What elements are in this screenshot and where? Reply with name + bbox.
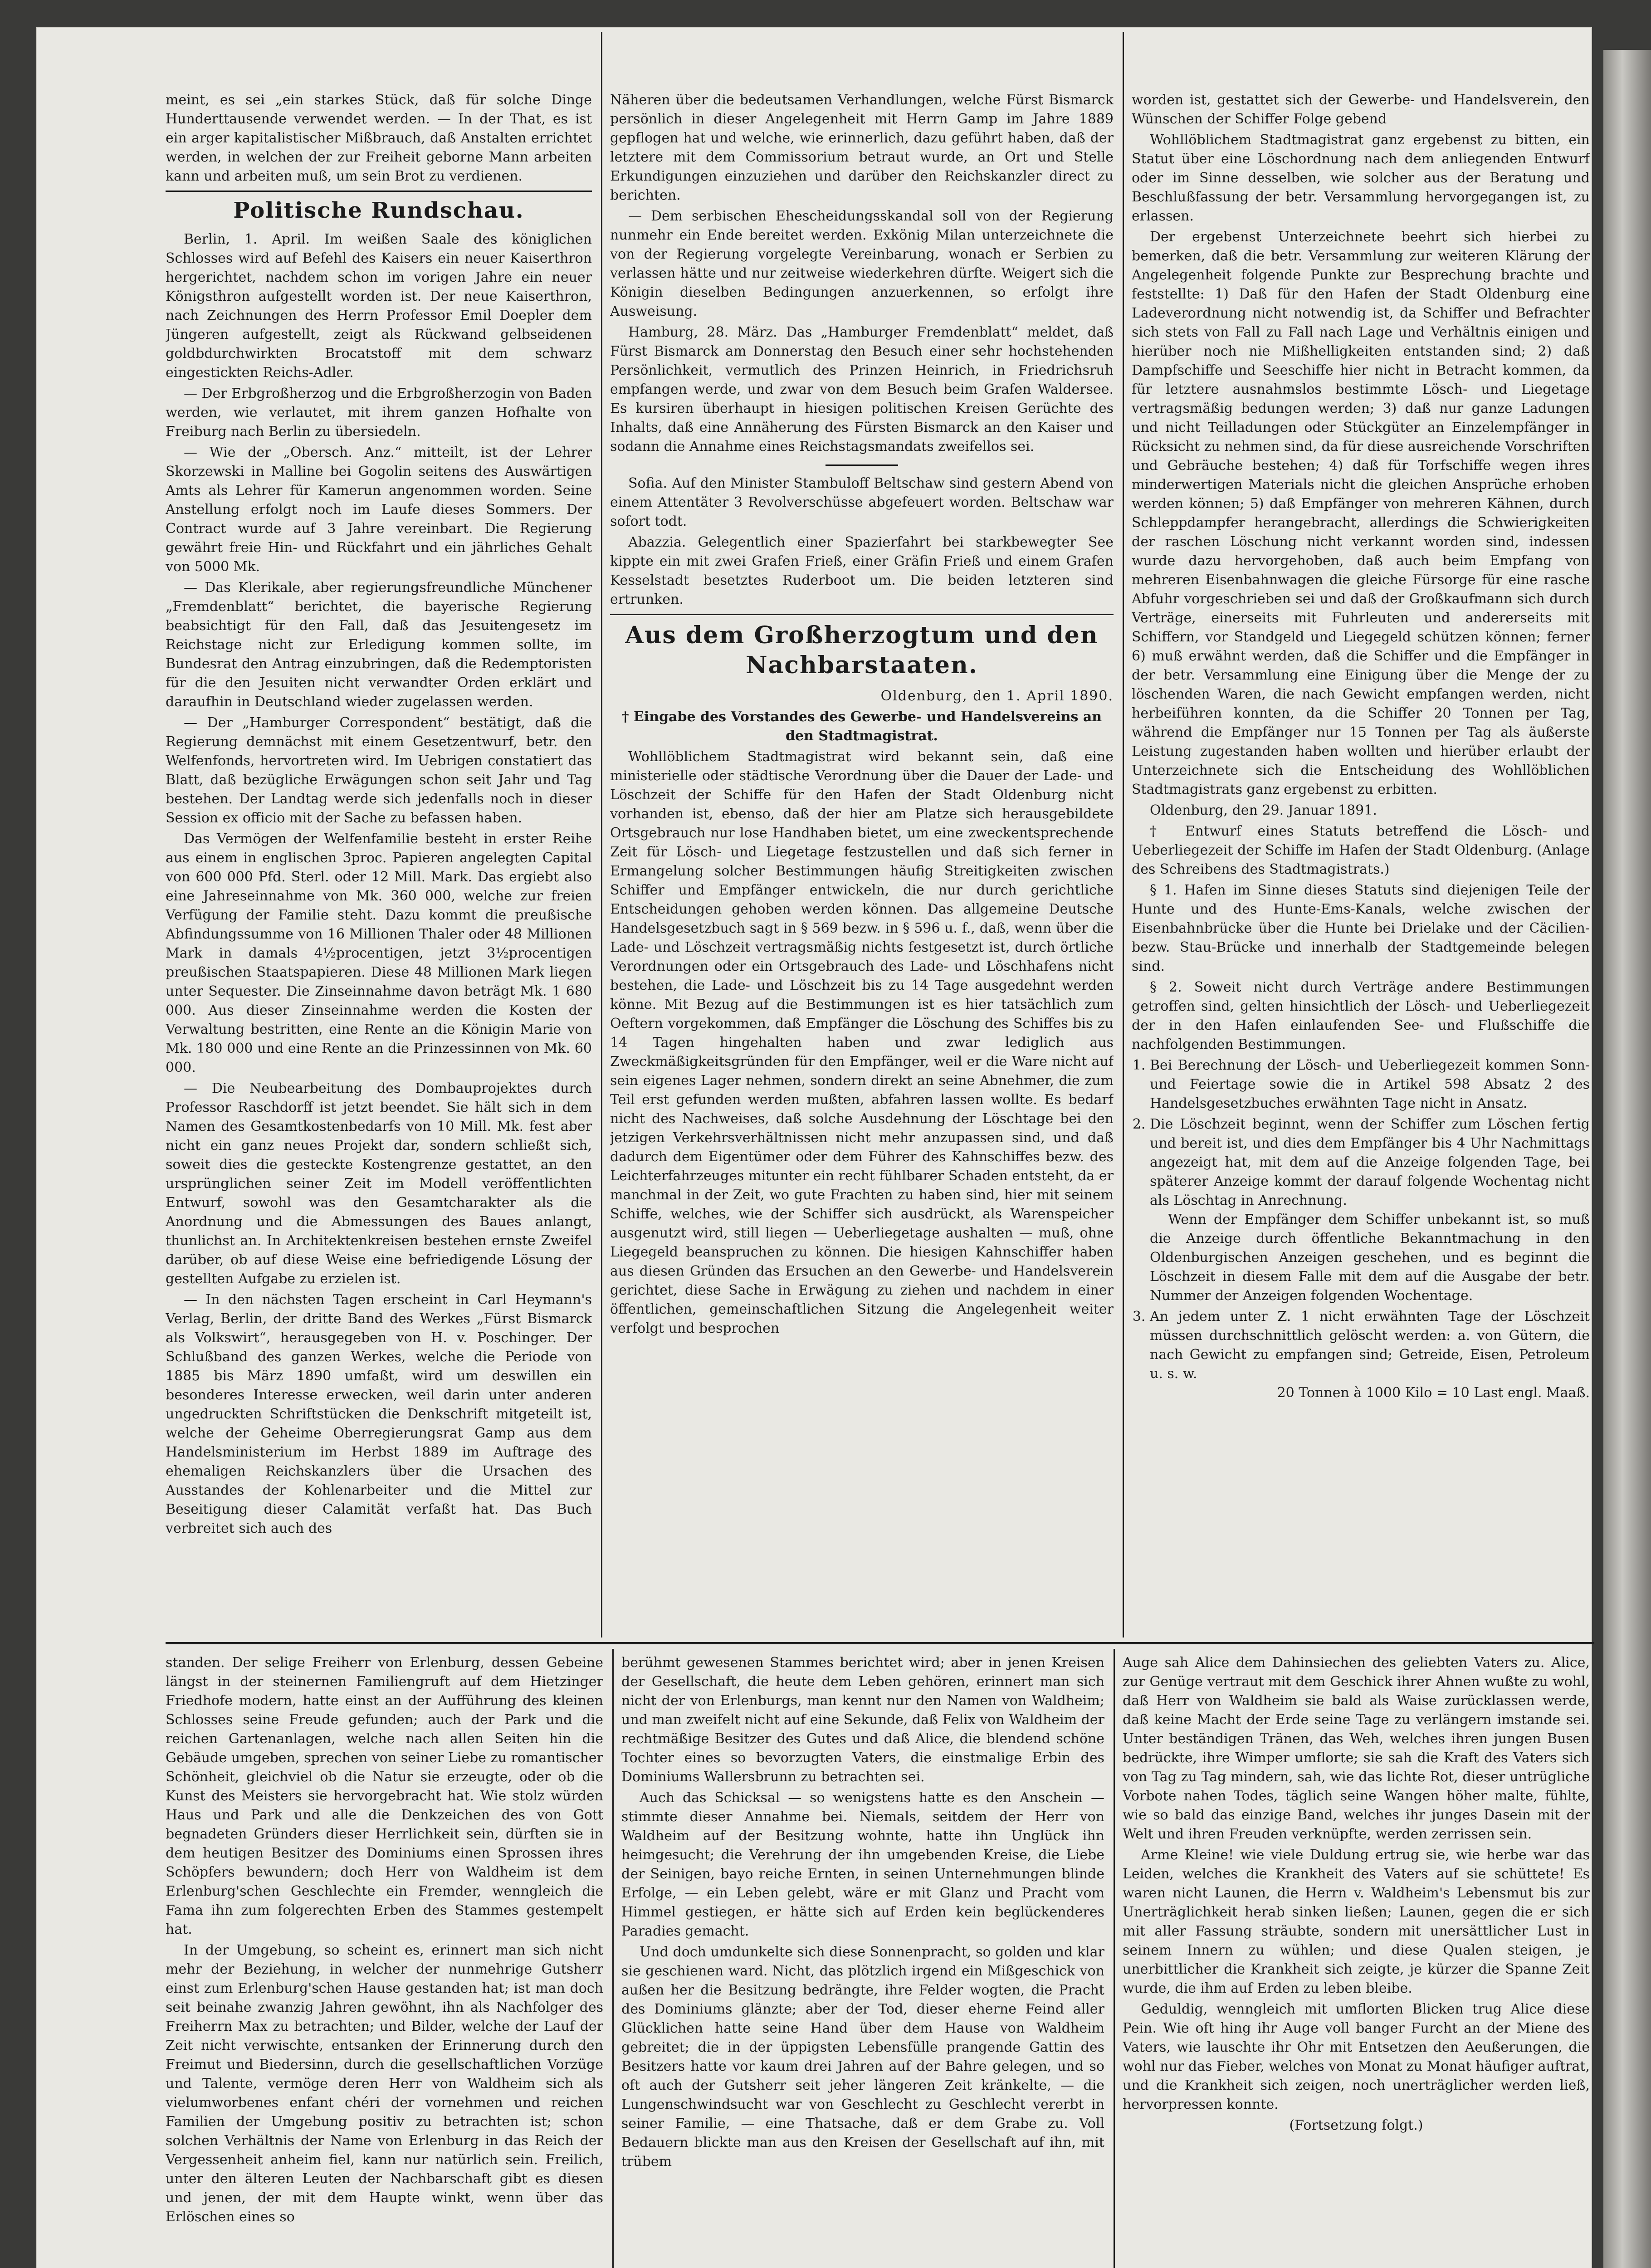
col3-statut-title: † Entwurf eines Statuts betreffend die Lösch- und Ueberliegezeit der Schiffe im Hafen der Stadt Oldenburg. (Anlage des Schreibens des Stadtmagistrats.) [1132,823,1590,877]
column-rule-2 [1123,32,1124,1637]
article-obersch-anz: — Wie der „Obersch. Anz.“ mitteilt, ist der Lehrer Skorzewski in Malline bei Gogolin seitens des Auswärtigen Amts als Lehrer für Kamerun angenommen worden. Seine Anstellung erfolgt noch im Laufe dieses Sommers. Der Contract wurde auf 3 Jahre vereinbart. Die Regierung gewährt freie Hin- und Rückfahrt und ein jährliches Gehalt von 5000 Mk. [166,445,592,575]
column-rule-3 [612,1649,614,2268]
col3-date: Oldenburg, den 29. Januar 1891. [1150,802,1377,818]
column-2 [610,91,1114,1642]
feuilleton-text: Auch das Schicksal — so wenigstens hatte es den Anschein — stimmte dieser Annahme bei. Niemals, seitdem der Herr von Waldheim auf der Besitzung wohnte, hatte ihn Unglück ihn heimgesucht; die Verehrung der ihn umgebenden Kreise, die Liebe der Seinigen, bayo reiche Ernten, in seinen Unternehmungen blinde Erfolge, — ein Leben gelebt, wäre er mit Glanz und Pracht vom Himmel gestiegen, er hätte sich auf Erden kein beglückenderes Paradies gemacht. [621,1790,1104,1939]
feuilleton-rule [166,1642,1594,1644]
feuilleton-column-2 [621,1653,1104,2268]
article-eingabe-title: † Eingabe des Vorstandes des Gewerbe- und Handelsvereins an den Stadtmagistrat. [621,709,1102,744]
col3-request: Wohllöblichem Stadtmagistrat ganz ergebenst zu bitten, ein Statut über eine Löschordnung nach dem anliegenden Entwurf oder im Sinne desselben, wie solcher aus der Beratung und Beschlußfassung der betr. Versammlung hervorgegangen ist, zu erlassen. [1132,132,1590,224]
section-heading-grossherzogtum: Aus dem Großherzogtum und den Nachbarstaaten. [625,621,1099,679]
divider [166,191,592,192]
feuilleton-text: Geduldig, wenngleich mit umflorten Blicken trug Alice diese Pein. Wie oft hing ihr Auge voll banger Furcht an der Miene des Vaters, wie lauschte ihr Ohr mit Entsetzen den Aeußerungen, die wohl nur das Fieber, welches von Monat zu Monat häufiger auftrat, und die Krankheit sich zeigen, noch unerträglicher werden ließ, hervorpressen konnte. [1123,2001,1590,2112]
article-sofia: Sofia. Auf den Minister Stambuloff Beltschaw sind gestern Abend von einem Attentäter 3 Revolverschüsse abgefeuert worden. Beltschaw war sofort todt. [610,475,1114,529]
continuation-note: (Fortsetzung folgt.) [1289,2117,1423,2133]
column-1 [166,91,592,1642]
col3-continuation: worden ist, gestattet sich der Gewerbe- und Handelsverein, den Wünschen der Schiffer Folge gebend [1132,92,1590,127]
adjacent-page-edge [1603,50,1651,2268]
article-bismarck-volkswirt: — In den nächsten Tagen erscheint in Carl Heymann's Verlag, Berlin, der dritte Band des Werkes „Fürst Bismarck als Volkswirt“, herausgegeben von H. v. Poschinger. Der Schlußband des ganzen Werkes, welche die Periode von 1885 bis März 1890 umfaßt, wird um deswillen ein besonderes Interesse erwecken, weil darin unter anderen ungedruckten Schriftstücken die Denkschrift mitgeteilt ist, welche der Geheime Oberregierungsrat Gamp aus dem Handelsministerium im Herbst 1889 im Auftrage des ehemaligen Reichskanzlers über die Ursachen des Ausstandes der Kohlenarbeiter und die Mittel zur Beseitigung dieser Calamität verfaßt hat. Das Buch verbreitet sich auch des [166,1292,592,1536]
article-berlin: Berlin, 1. April. Im weißen Saale des königlichen Schlosses wird auf Befehl des Kaisers ein neuer Kaiserthron hergerichtet, nachdem schon im vorigen Jahre ein neuer Königsthron aufgestellt worden ist. Der neue Kaiserthron, nach Zeichnungen des Herrn Professor Emil Doepler dem Jüngeren aufgestellt, zeigt als Rückwand gelbseidenen goldbdurchwirkten Brocatstoff mit dem schwarz eingestickten Reichs-Adler. [166,231,592,381]
newspaper-page [36,27,1592,2268]
column-rule-1 [601,32,602,1637]
col3-paragraph-1: § 1. Hafen im Sinne dieses Statuts sind diejenigen Teile der Hunte und des Hunte-Ems-Kanals, welche zwischen der Eisenbahnbrücke über die Hunte bei Drielake und der Cäcilien- bezw. Stau-Brücke und innerhalb der Stadtgemeinde belegen sind. [1132,882,1590,974]
feuilleton-text: Auge sah Alice dem Dahinsiechen des geliebten Vaters zu. Alice, zur Genüge vertraut mit dem Geschick ihrer Ahnen wußte zu wohl, daß Herr von Waldheim sie bald als Waise zurücklassen werde, daß keine Macht der Erde seine Tage zu verlängern imstande sei. Unter beständigen Tränen, das Weh, welches ihren jungen Busen bedrückte, ihre Wimper umflorte; sie sah die Kraft des Vaters sich von Tag zu Tag mindern, sah, wie das lichte Rot, dieser untrügliche Vorbote nahen Todes, täglich seine Wangen höher malte, fühlte, wie so bald das einzige Band, welches ihr junges Dasein mit der Welt und ihren Freuden verknüpfte, werden zerrissen sein. [1123,1655,1590,1842]
divider [610,614,1114,615]
feuilleton-text: In der Umgebung, so scheint es, erinnert man sich nicht mehr der Beziehung, in welcher der nunmehrige Gutsherr einst zum Erlenburg'schen Hause gestanden hat; ist man doch seit beinahe zwanzig Jahren gewöhnt, ihn als Nachfolger des Freiherrn Max zu betrachten; und Bilder, welche der Lauf der Zeit nicht verwischte, entsanken der Erinnerung durch den Freimut und Biedersinn, durch die gesellschaftlichen Vorzüge und Talente, vermöge deren Herr von Waldheim sich als vielumworbenes enfant chéri der vornehmen und reichen Familien der Umgebung positiv zu betrachten ist; schon solchen Verhältnis der Name von Erlenburg in das Reich der Vergessenheit anheim fiel, kann nur natürlich sein. Freilich, unter den älteren Leuten der Nachbarschaft gibt es diesen und jenen, der mit dem Haupte winkt, wenn über das Erlöschen eines so [166,1942,603,2225]
list-item-text: Die Löschzeit beginnt, wenn der Schiffer zum Löschen fertig und bereit ist, und dies dem Empfänger bis 4 Uhr Nachmittags angezeigt hat, mit dem auf die Anzeige folgenden Tage, bei späterer Anzeige kommt der darauf folgende Wochentag nicht als Löschtag in Anrechnung. [1150,1116,1590,1208]
article-dombauprojekt: — Die Neubearbeitung des Dombauprojektes durch Professor Raschdorff ist jetzt beendet. Sie hält sich in dem Namen des Gesamtkostenbedarfs von 10 Mill. Mk. fest aber nicht ein ganz neues Projekt dar, sondern schließt sich, soweit dies die gesteckte Kostengrenze gestattet, an den ursprünglichen seiner Zeit im Modell veröffentlichten Entwurf, sowohl was den Gesamtcharakter als die Anordnung und die Abmessungen des Baues anlangt, thunlichst an. In Architektenkreisen bestehen ernste Zweifel darüber, ob auf diese Weise eine befriedigende Lösung der gestellten Aufgabe zu erzielen ist. [166,1080,592,1287]
list-item-note: Wenn der Empfänger dem Schiffer unbekannt ist, so muß die Anzeige durch öffentliche Bekanntmachung in den Oldenburgischen Anzeigen geschehen, und es beginnt die Löschzeit in diesem Falle mit dem auf die Ausgabe der betr. Nummer der Anzeigen folgenden Wochentage. [1150,1212,1590,1304]
col2-continuation: Näheren über die bedeutsamen Verhandlungen, welche Fürst Bismarck persönlich in dieser Angelegenheit mit Herrn Gamp im Jahre 1889 gepflogen hat und welche, wie erinnerlich, dazu geführt haben, daß der letztere mit dem Commissorium betraut wurde, an Ort und Stelle Erkundigungen einzuziehen und darüber den Reichskanzler direct zu berichten. [610,92,1114,203]
feuilleton-column-1 [166,1653,603,2268]
list-item-quantity: 20 Tonnen à 1000 Kilo = 10 Last engl. Maaß. [1277,1385,1590,1401]
article-eingabe-body: Wohllöblichem Stadtmagistrat wird bekannt sein, daß eine ministerielle oder städtische Verordnung über die Dauer der Lade- und Löschzeit der Schiffe für den Hafen der Stadt Oldenburg nicht vorhanden ist, ebenso, daß der hier am Platze sich herausgebildete Ortsgebrauch nur lose Handhaben bietet, um eine zweckentsprechende Zeit für Lösch- und Liegetage festzustellen und daß sich ferner in Ermangelung solcher Bestimmungen häufig Streitigkeiten zwischen Schiffer und Empfänger entwickeln, die nur durch gerichtliche Entscheidungen gehoben werden können. Das allgemeine Deutsche Handelsgesetzbuch sagt in § 569 bezw. in § 596 u. f., daß, wenn über die Lade- und Löschzeit vertragsmäßig nichts festgesetzt ist, durch örtliche Verordnungen oder ein Ortsgebrauch des Lade- und Löschhafens nicht bestehen, die Lade- und Löschzeit bis zu 14 Tage ausgedehnt werden könne. Mit Bezug auf die Bestimmungen ist es hier tatsächlich zum Oeftern vorgekommen, daß Empfänger die Löschung des Schiffes bis zu 14 Tagen hingehalten haben und zwar lediglich aus Zweckmäßigkeitsgründen für den Empfänger, weil er die Ware nicht auf sein eigenes Lager nehmen, sondern direkt an seine Abnehmer, die zum Teil erst gefunden werden mußten, abfahren lassen wollte. Es bedarf nicht des Nachweises, daß solche Ausdehnung der Löschtage bei den jetzigen Verkehrsverhältnissen nicht mehr anzupassen sind, und daß dadurch dem Eigentümer oder dem Führer des Kahnschiffes bezw. des Leichterfahrzeuges mitunter ein recht fühlbarer Schaden entsteht, da er manchmal in der Zeit, wo gute Frachten zu haben sind, hier mit seinem Schiffe, welches, wie der Schiffer sich ausdrückt, als Warenspeicher ausgenutzt wird, still liegen — Ueberliegetage aushalten — muß, ohne Liegegeld beanspruchen zu können. Die hiesigen Kahnschiffer haben aus diesen Gründen das Ersuchen an den Gewerbe- und Handelsverein gerichtet, diese Sache in Erwägung zu ziehen und nachdem in einer öffentlichen, gemeinschaftlichen Sitzung die Angelegenheit weiter verfolgt und besprochen [610,749,1114,1336]
article-klerikale: — Das Klerikale, aber regierungsfreundliche Münchener „Fremdenblatt“ berichtet, die bayerische Regierung beabsichtigt für den Fall, daß das Jesuitengesetz im Reichstage nicht zur Erledigung kommen sollte, im Bundesrat den Antrag einzubringen, daß die Redemptoristen für die den Jesuiten nicht verwandter Orden erklärt und daraufhin in Deutschland wieder zugelassen werden. [166,580,592,710]
article-serbischer-skandal: — Dem serbischen Ehescheidungsskandal soll von der Regierung nunmehr ein Ende bereitet werden. Exkönig Milan unterzeichnete die von der Regierung vorgelegte Vereinbarung, wonach er Serbien zu verlassen hätte und nur zeitweise wiederkehren dürfte. Weigert sich die Königin dieselben Bedingungen anzuerkennen, so erfolgt ihre Ausweisung. [610,208,1114,319]
list-item: 1. Bei Berechnung der Lösch- und Ueberliegezeit kommen Sonn- und Feiertage sowie die in Artikel 598 Absatz 2 des Handelsgesetzbuches erwähnten Tage nicht in Ansatz. [1150,1056,1590,1113]
section-heading-politics: Politische Rundschau. [233,198,524,223]
column-3 [1132,91,1590,1642]
feuilleton-text: Und doch umdunkelte sich diese Sonnenpracht, so golden und klar sie geschienen ward. Nicht, das plötzlich irgend ein Mißgeschick von außen her die Besitzung bedrängte, ihre Felder wogten, die Pracht des Dominiums glänzte; aber der Tod, dieser eherne Feind aller Glücklichen hatte seine Hand über dem Hause von Waldheim gebreitet; die in der üppigsten Lebensfülle prangende Gattin des Besitzers hatte vor kaum drei Jahren auf der Bahre gelegen, und so oft auch der Gutsherr seit jeher längeren Zeit kränkelte, — die Lungenschwindsucht war von Geschlecht zu Geschlecht vererbt in seiner Familie, — eine Thatsache, daß er dem Grabe zu. Voll Bedauern blickte man aus den Kreisen der Gesellschaft auf ihn, mit trübem [621,1944,1104,2170]
list-item-text: An jedem unter Z. 1 nicht erwähnten Tage der Löschzeit müssen durchschnittlich gelöscht werden: a. von Gütern, die nach Gewicht zu empfangen sind; Getreide, Eisen, Petroleum u. s. w. [1150,1309,1590,1382]
divider [826,464,898,466]
list-item [1150,1307,1590,1403]
feuilleton-column-3 [1123,1653,1590,2268]
feuilleton-text: standen. Der selige Freiherr von Erlenburg, dessen Gebeine längst in der steinernen Familiengruft auf dem Hietzinger Friedhofe modern, hatte einst an der Aufführung des kleinen Schlosses seine Freude gefunden; auch der Park und die reichen Gartenanlagen, welche nach allen Seiten hin die Gebäude umgeben, sprechen von seiner Liebe zu romantischer Schönheit, gleichviel ob die Natur sie erzeugte, oder ob die Kunst des Meisters sie hervorgebracht hat. Wie stolz würden Haus und Park und alle die Denkzeichen des von Gott begnadeten Gründers dieser Herrlichkeit sein, dürften sie in dem heutigen Besitzer des Dominiums einen Sprossen ihres Schöpfers bewundern; doch Herr von Waldheim ist dem Erlenburg'schen Geschlechte ein Fremder, wenngleich die Fama ihn zum folgerechten Erben des Stammes gestempelt hat. [166,1655,603,1937]
col3-list [1132,1056,1590,1403]
col3-paragraph-2: § 2. Soweit nicht durch Verträge andere Bestimmungen getroffen sind, gelten hinsichtlich der Lösch- und Ueberliegezeit der in den Hafen einlaufenden See- und Flußschiffe die nachfolgenden Bestimmungen. [1132,979,1590,1052]
list-item [1150,1115,1590,1305]
feuilleton-text: Arme Kleine! wie viele Duldung ertrug sie, wie herbe war das Leiden, welches die Krankheit des Vaters auf sie schüttete! Es waren nicht Launen, die Herrn v. Waldheim's Lebensmut bis zur Unerträglichkeit herab sinken ließen; Launen, gegen die er sich mit aller Fassung sträubte, sondern mit unersättlicher Lust in seinem Innern zu wühlen; und diese Qualen steigen, je unerbittlicher die Krankheit sich zeigte, je kürzer die Spanne Zeit wurde, die ihm auf Erden zu leben bleibe. [1123,1847,1590,1996]
article-abazzia: Abazzia. Gelegentlich einer Spazierfahrt bei starkbewegter See kippte ein mit zwei Grafen Frieß, einer Gräfin Frieß und einem Grafen Kesselstadt besetztes Ruderboot um. Die beiden letzteren sind ertrunken. [610,534,1114,607]
column-rule-4 [1114,1649,1115,2268]
feuilleton-text: berühmt gewesenen Stammes berichtet wird; aber in jenen Kreisen der Gesellschaft, die heute dem Leben gehören, erinnert man sich nicht der von Erlenburgs, man kennt nur den Namen von Waldheim; und man zweifelt nicht auf eine Sekunde, daß Felix von Waldheim der rechtmäßige Besitzer des Gutes und daß Alice, die blendend schöne Tochter eines so bevorzugten Vaters, die einstmalige Erbin des Dominiums Wallersbrunn zu betrachten sei. [621,1655,1104,1785]
article-welfenfamilie: Das Vermögen der Welfenfamilie besteht in erster Reihe aus einem in englischen 3proc. Papieren angelegten Capital von 600 000 Pfd. Sterl. oder 12 Mill. Mark. Das ergiebt also eine Jahreseinnahme von Mk. 360 000, welche zur freien Verfügung der Familie steht. Dazu kommt die preußische Abfindungssumme von 16 Millionen Thaler oder 48 Millionen Mark in damals 4½procentigen, jetzt 3½procentigen preußischen Staatspapieren. Diese 48 Millionen Mark liegen unter Sequester. Die Zinseinnahme davon beträgt Mk. 1 680 000. Aus dieser Zinseinnahme werden die Kosten der Verwaltung bestritten, eine Rente an die Königin Marie von Mk. 180 000 und eine Rente an die Prinzessinnen von Mk. 60 000. [166,831,592,1075]
article-erbgrossherzog: — Der Erbgroßherzog und die Erbgroßherzogin von Baden werden, wie verlautet, mit ihrem ganzen Hofhalte von Freiburg nach Berlin zu übersiedeln. [166,386,592,440]
col3-points: Der ergebenst Unterzeichnete beehrt sich hierbei zu bemerken, daß die betr. Versammlung zur weiteren Klärung der Angelegenheit folgende Punkte zur Besprechung brachte und feststellte: 1) Daß für den Hafen der Stadt Oldenburg eine Ladeverordnung nicht notwendig ist, da Schiffer und Befrachter sich stets von Fall zu Fall nach Lage und Verhältnis einigen und hierüber noch nie Mißhelligkeiten entstanden sind; 2) daß Dampfschiffe und Seeschiffe hier nicht in Betracht kommen, da für letztere ausnahmslos bestimmte Lösch- und Liegetage vertragsmäßig bedungen werden; 3) daß nur ganze Ladungen und nicht Teilladungen oder Stückgüter an Einzelempfänger in Rücksicht zu nehmen sind, da für diese ausreichende Vorschriften und Gebräuche bestehen; 4) daß für Torfschiffe wegen ihres minderwertigen Materials nicht die gleichen Ansprüche erhoben werden können; 5) daß Empfänger von mehreren Kähnen, durch Schleppdampfer herangebracht, allerdings die Schwierigkeiten der raschen Löschung nicht verkannt worden sind, indessen wurde dazu hervorgehoben, daß auch beim Empfang von mehreren Eisenbahnwagen die gleiche Fürsorge für eine rasche Abfuhr vorgeschrieben sei und daß der Großkaufmann sich durch Verträge, einerseits mit Fuhrleuten und andererseits mit Schiffern, vor Standgeld und Liegegeld schützen können; ferner 6) muß erwähnt werden, daß die Schiffer und die Empfänger in der betr. Versammlung eine Einigung über die Menge der zu löschenden Waren, die nach Gewicht empfangen werden, nicht herbeiführen konnten, da die Schiffer 20 Tonnen per Tag, während die Empfänger nur 15 Tonnen per Tag als äußerste Leistung zugestanden haben wollten und hierüber erlaubt der Unterzeichnete sich die Entscheidung des Wohllöblichen Stadtmagistrats ganz ergebenst zu erbitten. [1132,229,1590,797]
col1-intro: meint, es sei „ein starkes Stück, daß für solche Dinge Hunderttausende verwendet werden. — In der That, es ist ein arger kapitalistischer Mißbrauch, daß Anstalten errichtet werden, in welchen der zur Freiheit geborne Mann arbeiten kann und arbeiten muß, um sein Brot zu verdienen. [166,92,592,184]
dateline-oldenburg: Oldenburg, den 1. April 1890. [880,688,1114,704]
article-hamburg: Hamburg, 28. März. Das „Hamburger Fremdenblatt“ meldet, daß Fürst Bismarck am Donnerstag den Besuch einer sehr hochstehenden Persönlichkeit, vermutlich des Prinzen Heinrich, in Friedrichsruh empfangen werde, und zwar von dem Besuch beim Grafen Waldersee. Es kursiren überhaupt in hiesigen politischen Kreisen Gerüchte des Inhalts, daß eine Annäherung des Fürsten Bismarck an den Kaiser und sodann die Annahme eines Reichstagsmandats zweifellos sei. [610,324,1114,455]
article-hamburger-correspondent: — Der „Hamburger Correspondent“ bestätigt, daß die Regierung demnächst mit einem Gesetzentwurf, betr. den Welfenfonds, hervortreten wird. Im Uebrigen constatiert das Blatt, daß bezügliche Erwägungen schon seit Jahr und Tag bestehen. Der Landtag werde sich jedenfalls noch in dieser Session ex officio mit der Sache zu befassen haben. [166,715,592,826]
